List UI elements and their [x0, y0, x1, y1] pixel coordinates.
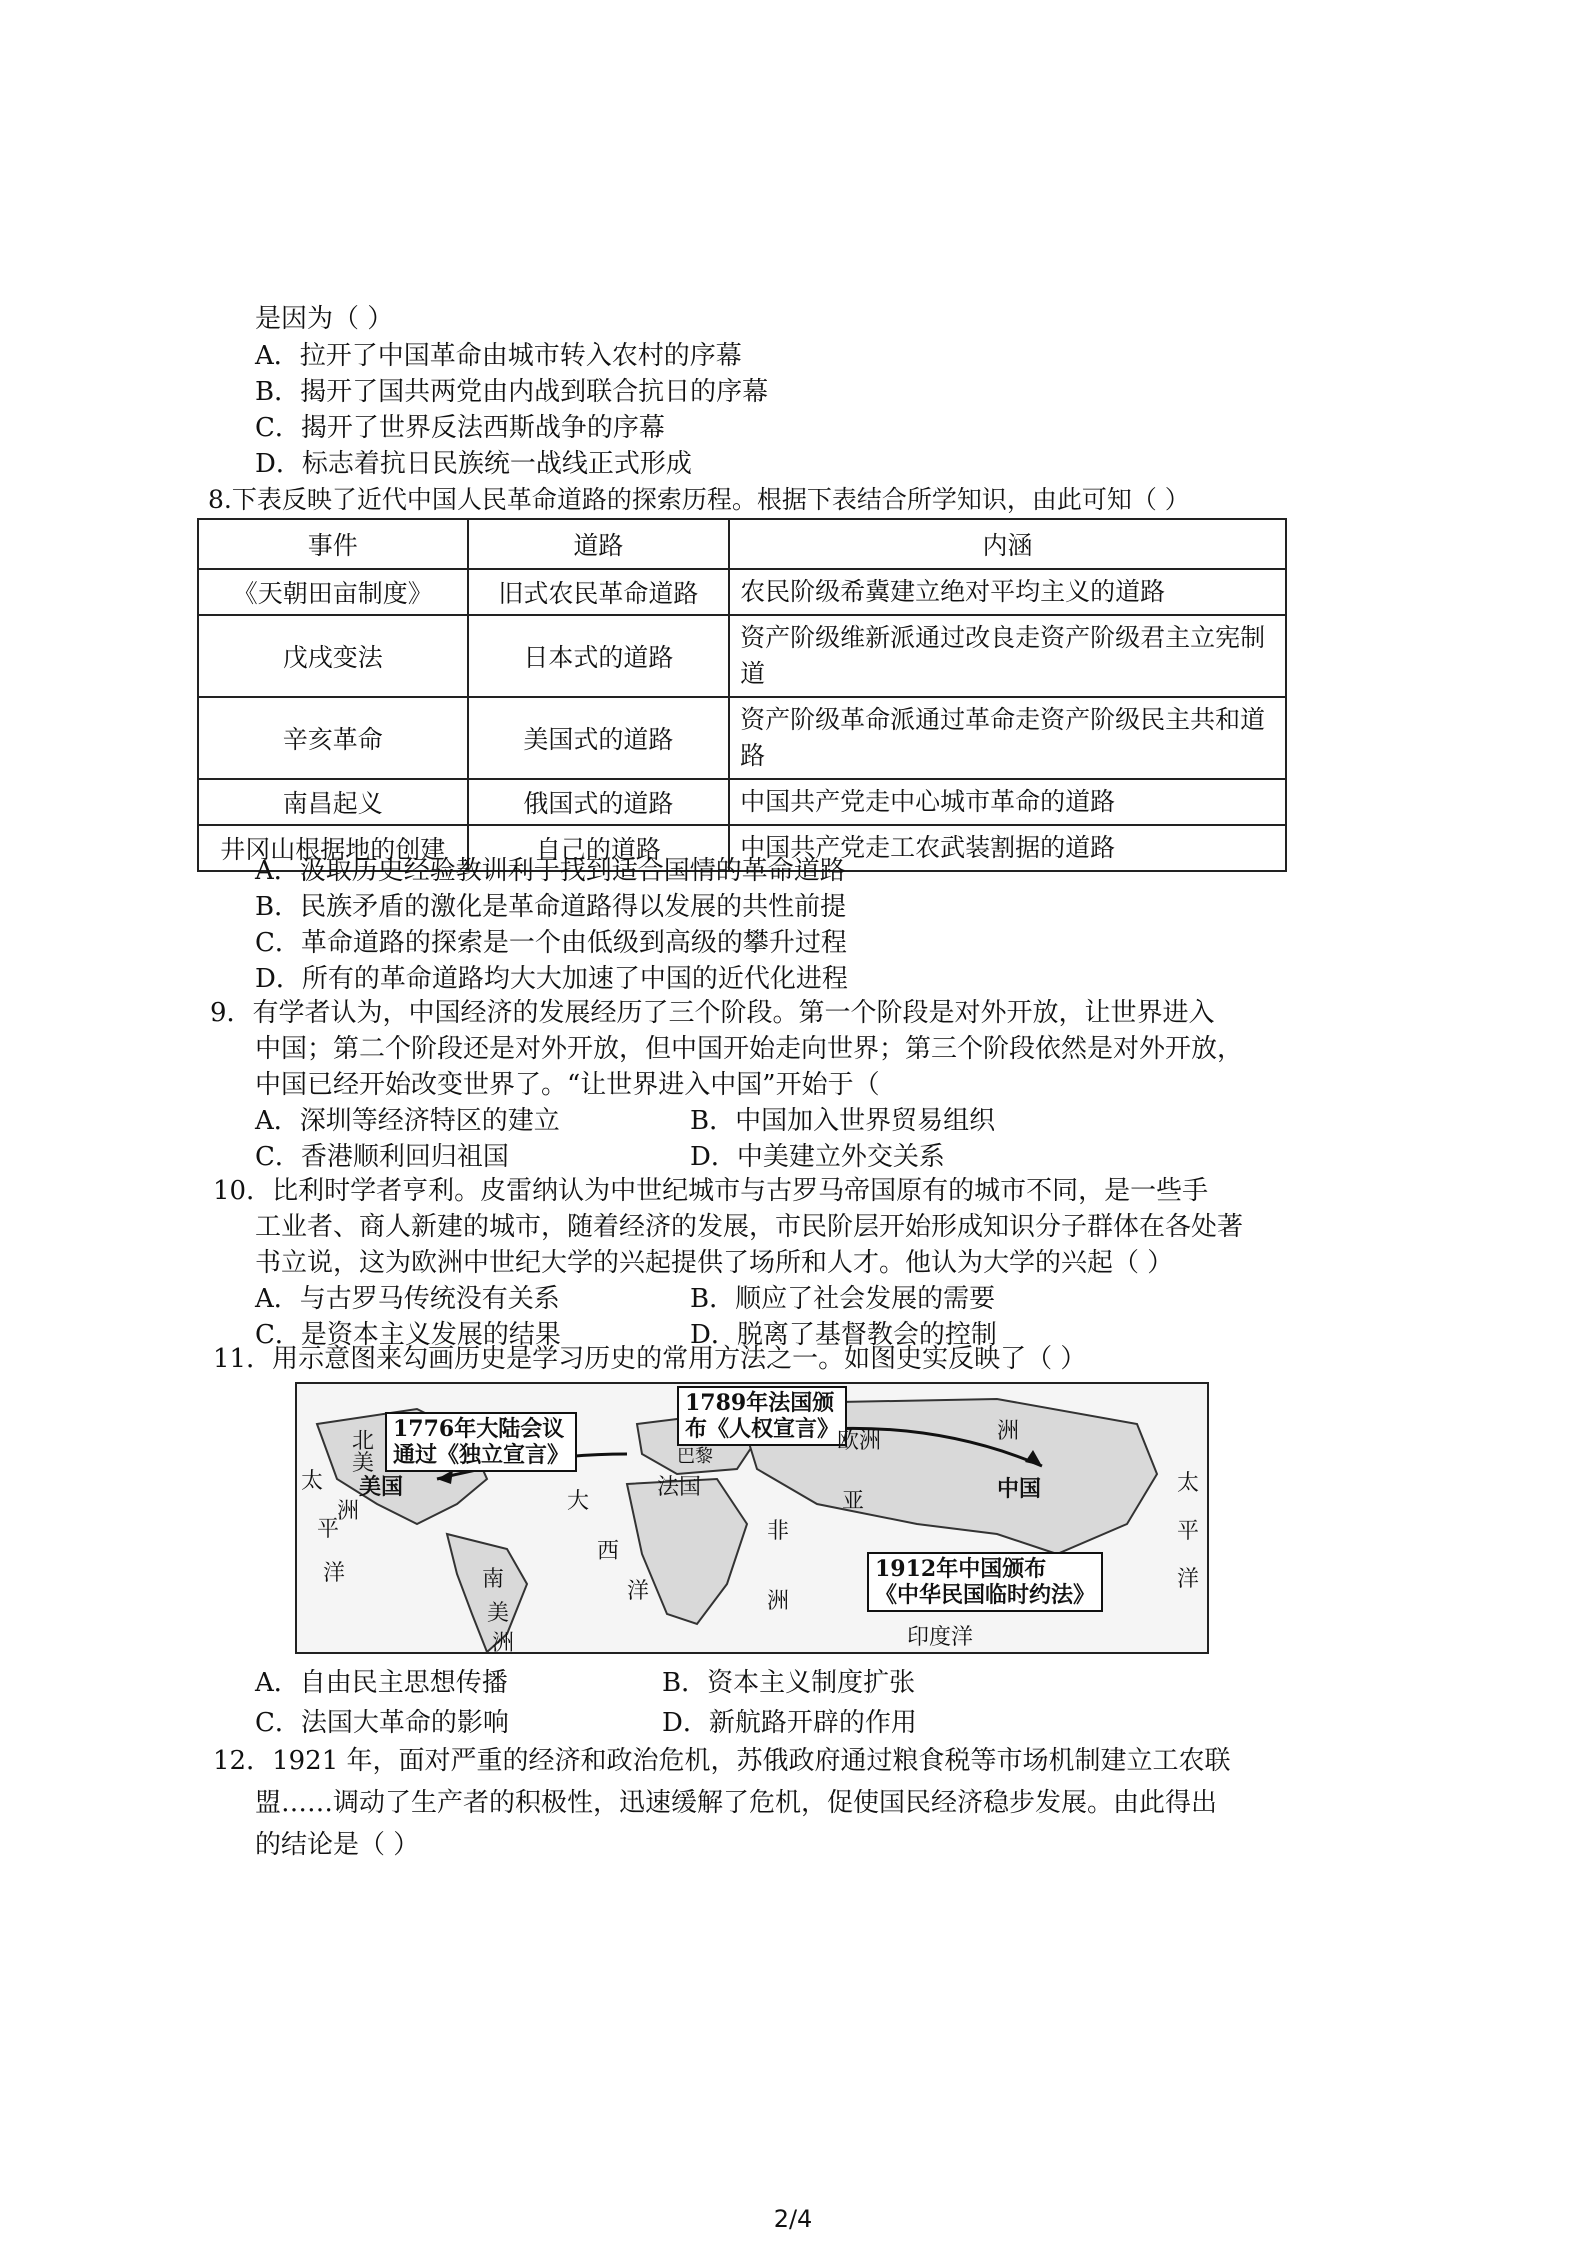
table-cell: 资产阶级维新派通过改良走资产阶级君主立宪制道 [729, 615, 1286, 697]
revolution-road-table [197, 518, 1287, 872]
q8-option-d: D．所有的革命道路均大大加速了中国的近代化进程 [255, 964, 848, 994]
map-box-1789-line-2: 布《人权宣言》 [685, 1416, 840, 1442]
header-event: 事件 [198, 519, 468, 569]
map-label: 洲 [997, 1419, 1020, 1444]
map-label: 北 [352, 1429, 375, 1454]
q7-option-b: B．揭开了国共两党由内战到联合抗日的序幕 [255, 377, 769, 407]
q9-option-d: D．中美建立外交关系 [690, 1142, 945, 1172]
q12-stem-line-2: 盟……调动了生产者的积极性，迅速缓解了危机，促使国民经济稳步发展。由此得出 [255, 1788, 1218, 1818]
q8-option-c: C．革命道路的探索是一个由低级到高级的攀升过程 [255, 928, 847, 958]
q11-stem: 11．用示意图来勾画历史是学习历史的常用方法之一。如图史实反映了（ ） [213, 1344, 1087, 1374]
map-label: 太 [301, 1469, 324, 1494]
q11-option-a: A．自由民主思想传播 [255, 1668, 508, 1698]
map-label: 洋 [323, 1561, 346, 1586]
map-label: 洋 [1177, 1567, 1200, 1592]
map-label: 洲 [337, 1499, 360, 1524]
map-label: 法国 [657, 1475, 702, 1500]
table-row [198, 615, 1286, 697]
map-box-1776-line-1: 1776年大陆会议 [393, 1416, 565, 1442]
map-label: 洲 [767, 1589, 790, 1614]
map-box-1912-line-2: 《中华民国临时约法》 [875, 1582, 1096, 1608]
q10-option-d: D．脱离了基督教会的控制 [690, 1320, 997, 1350]
map-label: 洲 [492, 1631, 515, 1654]
map-label: 平 [1177, 1519, 1200, 1544]
table-row [198, 569, 1286, 615]
south-america-shape [447, 1534, 527, 1652]
history-world-map [295, 1382, 1209, 1654]
map-label: 印度洋 [907, 1625, 974, 1650]
table-cell: 俄国式的道路 [468, 779, 730, 825]
table-cell: 中国共产党走中心城市革命的道路 [729, 779, 1286, 825]
map-label: 太 [1177, 1471, 1200, 1496]
table-cell: 南昌起义 [198, 779, 468, 825]
table-row [198, 697, 1286, 779]
table-cell: 辛亥革命 [198, 697, 468, 779]
q11-option-c: C．法国大革命的影响 [255, 1708, 509, 1738]
map-box-1789-line-1: 1789年法国颁 [685, 1390, 835, 1416]
table-cell: 旧式农民革命道路 [468, 569, 730, 615]
q9-option-c: C．香港顺利回归祖国 [255, 1142, 509, 1172]
map-box-1912 [867, 1552, 1103, 1612]
q10-stem-line-3: 书立说，这为欧洲中世纪大学的兴起提供了场所和人才。他认为大学的兴起（ ） [255, 1248, 1174, 1278]
q9-stem-line-3: 中国已经开始改变世界了。“让世界进入中国”开始于（ [255, 1070, 880, 1100]
q10-stem-line-1: 10．比利时学者亨利。皮雷纳认为中世纪城市与古罗马帝国原有的城市不同，是一些手 [213, 1176, 1209, 1206]
map-label: 巴黎 [677, 1446, 713, 1467]
map-label: 亚 [842, 1489, 865, 1514]
map-label: 美国 [359, 1474, 404, 1500]
table-cell: 日本式的道路 [468, 615, 730, 697]
header-meaning: 内涵 [729, 519, 1286, 569]
q7-option-c: C．揭开了世界反法西斯战争的序幕 [255, 413, 665, 443]
table-cell: 资产阶级革命派通过革命走资产阶级民主共和道路 [729, 697, 1286, 779]
page-number: 2/4 [773, 2205, 813, 2233]
map-label: 非 [767, 1519, 790, 1544]
table-cell: 戊戌变法 [198, 615, 468, 697]
q9-option-b: B．中国加入世界贸易组织 [690, 1106, 996, 1136]
table-header-row [198, 519, 1286, 569]
map-box-1776 [385, 1412, 577, 1472]
table-cell: 美国式的道路 [468, 697, 730, 779]
table-row [198, 779, 1286, 825]
q7-option-d: D．标志着抗日民族统一战线正式形成 [255, 449, 692, 479]
q9-stem-line-1: 9．有学者认为，中国经济的发展经历了三个阶段。第一个阶段是对外开放，让世界进入 [210, 998, 1215, 1028]
q9-stem-line-2: 中国；第二个阶段还是对外开放，但中国开始走向世界；第三个阶段依然是对外开放， [255, 1034, 1244, 1064]
map-label: 西 [597, 1539, 620, 1564]
q10-stem-line-2: 工业者、商人新建的城市，随着经济的发展，市民阶层开始形成知识分子群体在各处著 [255, 1212, 1244, 1242]
map-label: 美 [352, 1451, 375, 1476]
q11-option-d: D．新航路开辟的作用 [662, 1708, 917, 1738]
q12-stem-line-1: 12．1921 年，面对严重的经济和政治危机，苏俄政府通过粮食税等市场机制建立工农联 [213, 1746, 1231, 1776]
q8-option-a: A．汲取历史经验教训利于找到适合国情的革命道路 [255, 856, 846, 886]
q11-option-b: B．资本主义制度扩张 [662, 1668, 916, 1698]
map-label: 中国 [997, 1476, 1042, 1502]
map-label: 南 [482, 1567, 505, 1592]
q9-option-a: A．深圳等经济特区的建立 [255, 1106, 560, 1136]
q8-option-b: B．民族矛盾的激化是革命道路得以发展的共性前提 [255, 892, 847, 922]
q7-option-a: A．拉开了中国革命由城市转入农村的序幕 [255, 341, 742, 371]
header-road: 道路 [468, 519, 730, 569]
table-cell: 中国共产党走工农武装割据的道路 [729, 825, 1286, 871]
q7-stem-tail: 是因为（ ） [255, 304, 394, 334]
map-label: 平 [317, 1517, 340, 1542]
q10-option-a: A．与古罗马传统没有关系 [255, 1284, 560, 1314]
map-label: 欧洲 [837, 1429, 882, 1454]
map-label: 大 [567, 1489, 590, 1514]
map-box-1912-line-1: 1912年中国颁布 [875, 1556, 1047, 1582]
table-cell: 《天朝田亩制度》 [198, 569, 468, 615]
q10-option-b: B．顺应了社会发展的需要 [690, 1284, 996, 1314]
map-label: 美 [487, 1601, 510, 1626]
table-cell: 井冈山根据地的创建 [198, 825, 468, 871]
q8-stem: 8.下表反映了近代中国人民革命道路的探索历程。根据下表结合所学知识，由此可知（ ） [208, 485, 1190, 514]
table-cell: 农民阶级希冀建立绝对平均主义的道路 [729, 569, 1286, 615]
map-box-1789 [677, 1386, 847, 1446]
q10-option-c: C．是资本主义发展的结果 [255, 1320, 561, 1350]
map-label: 洋 [627, 1579, 650, 1604]
table-cell: 自己的道路 [468, 825, 730, 871]
map-box-1776-line-2: 通过《独立宣言》 [393, 1442, 570, 1468]
q12-stem-line-3: 的结论是（ ） [255, 1830, 420, 1860]
